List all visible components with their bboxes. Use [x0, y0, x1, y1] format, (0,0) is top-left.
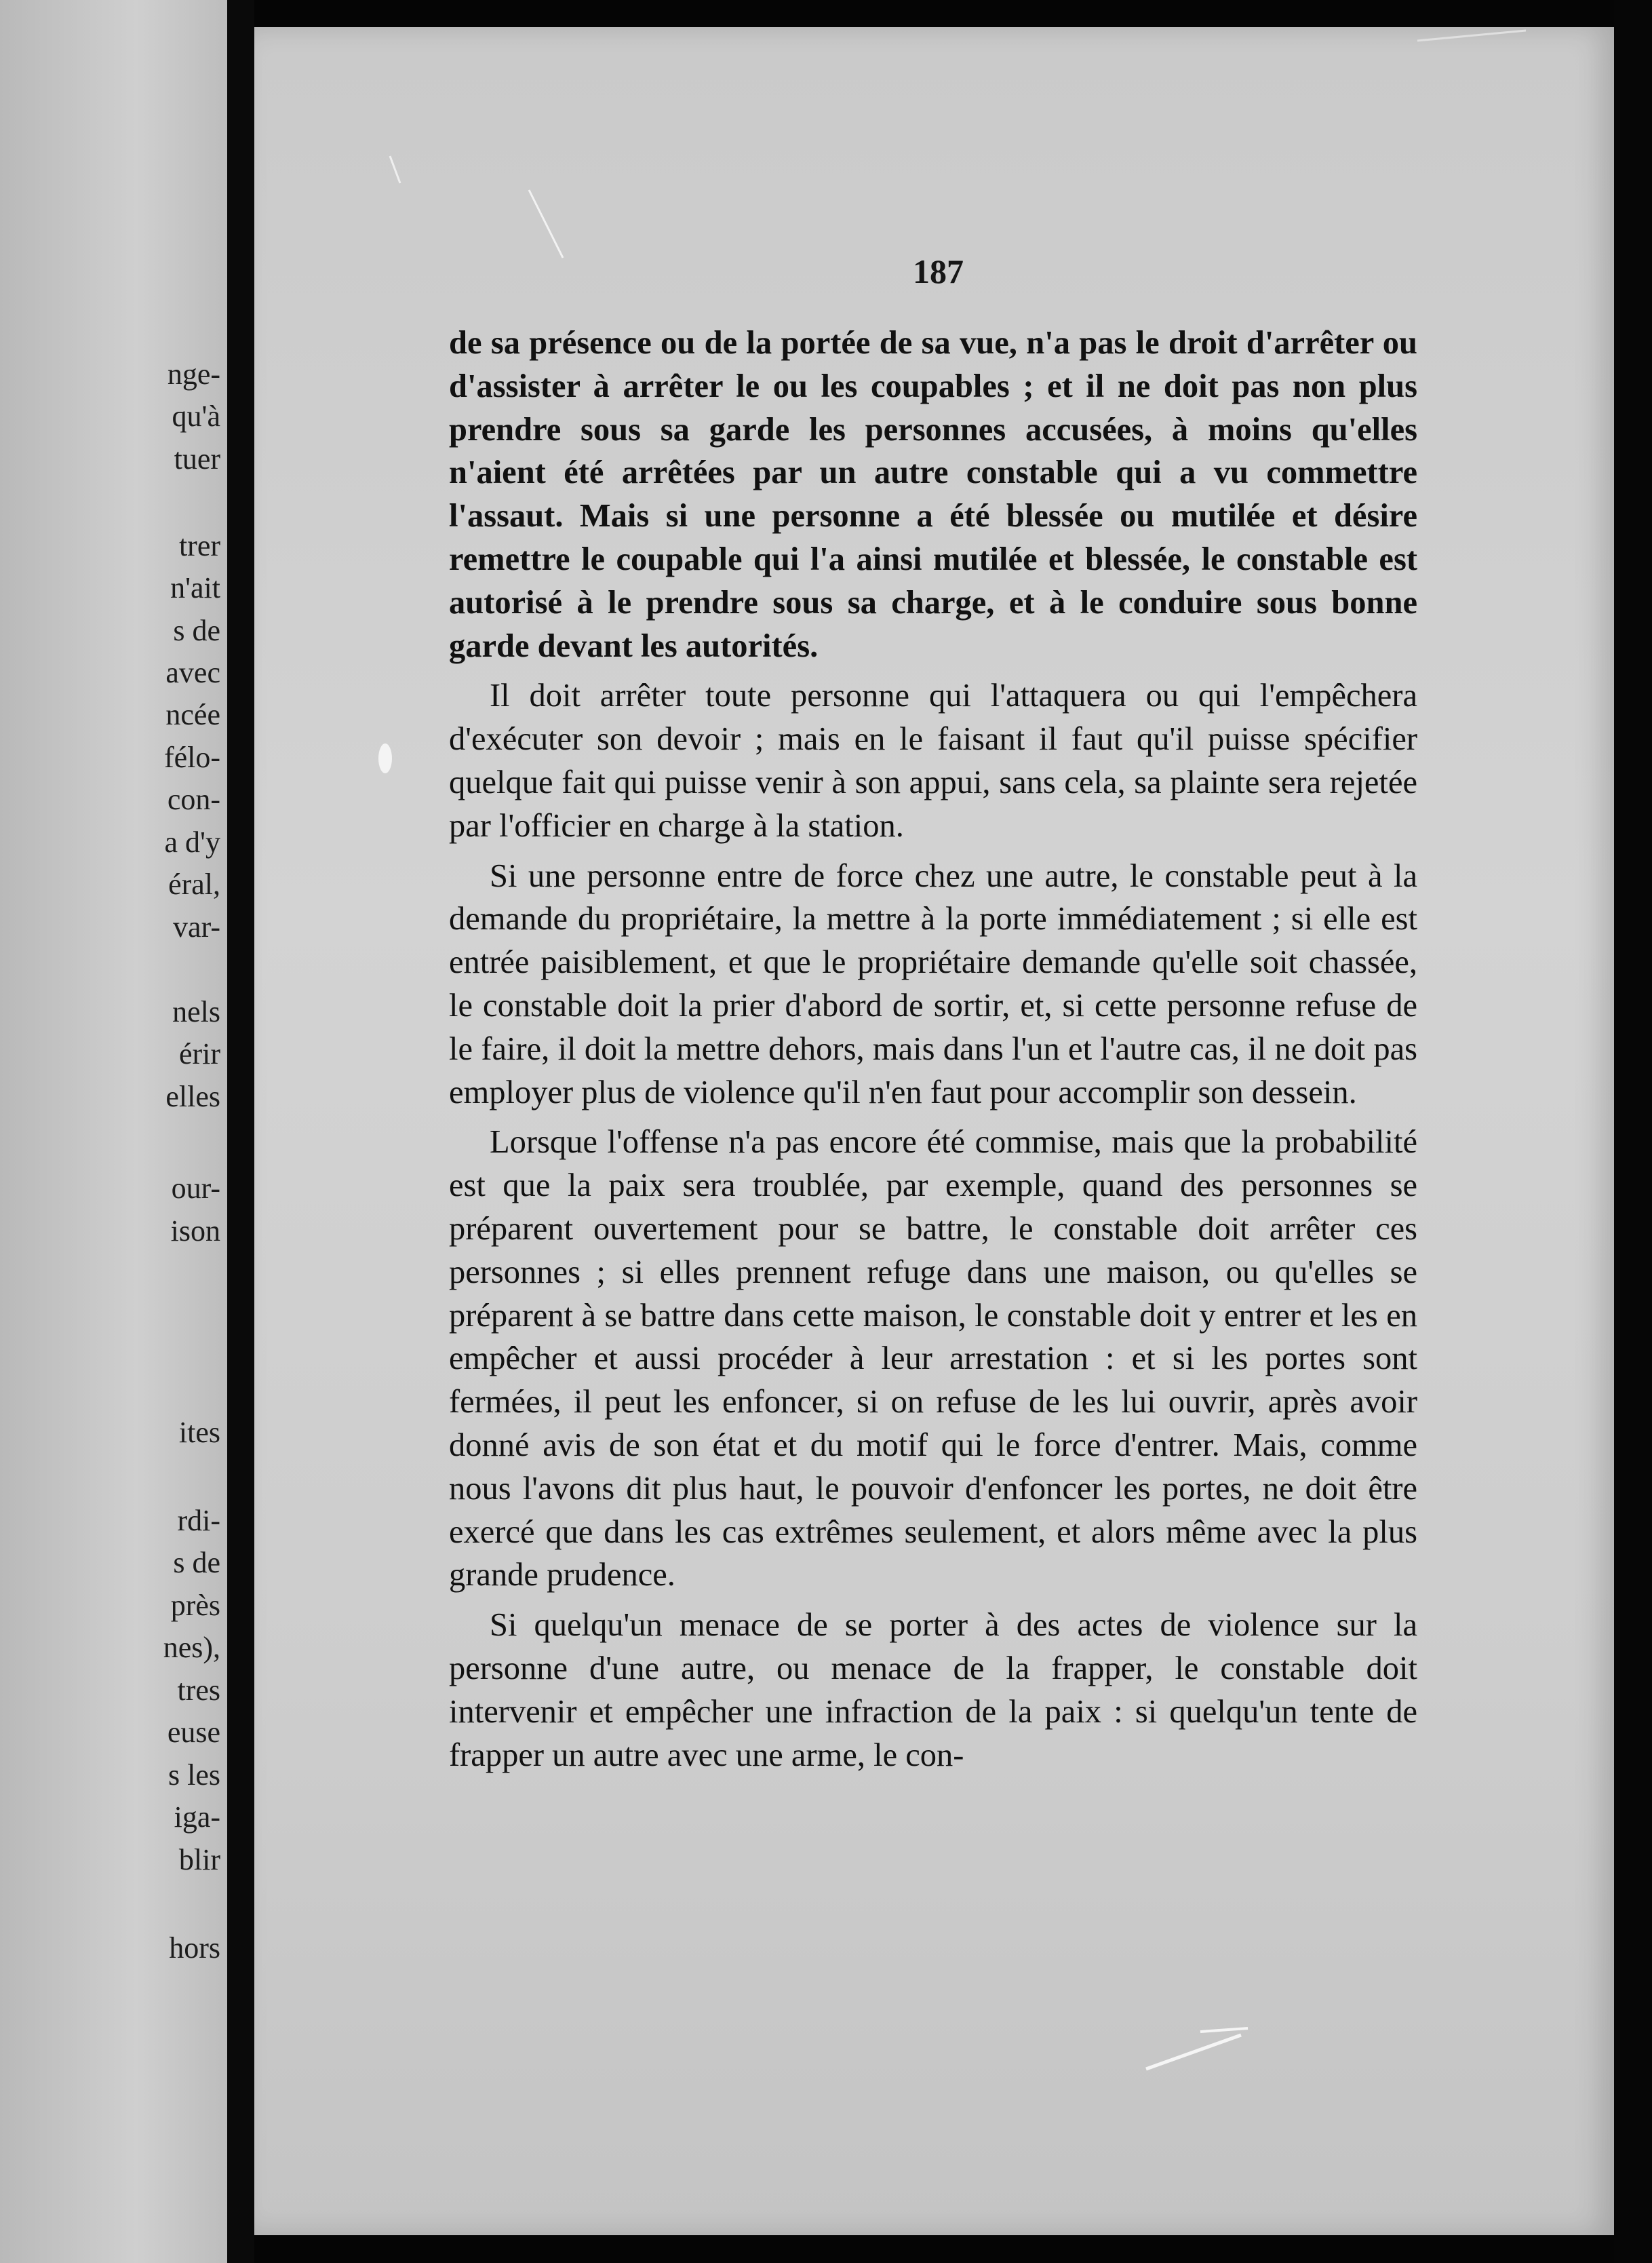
- left-fragment: n'ait: [170, 571, 220, 604]
- left-fragment: hors: [169, 1931, 220, 1965]
- left-fragment: tres: [177, 1674, 220, 1707]
- left-fragment: tuer: [174, 442, 220, 476]
- paragraph: Il doit arrêter toute personne qui l'attaquera ou qui l'empêchera d'exécuter son devoir ; mais en le faisant il faut qu'il puisse spécifier quelque fait qui puisse venir à son appui, sans cela, sa plainte sera rejetée par l'officier en charge à la station.: [449, 678, 1417, 844]
- page-number: 187: [913, 252, 964, 290]
- left-fragment: s de: [173, 1546, 220, 1579]
- left-fragment: var-: [173, 910, 220, 944]
- left-fragment: euse: [167, 1716, 220, 1749]
- left-fragment: qu'à: [172, 400, 220, 433]
- left-fragment: nge-: [167, 357, 220, 391]
- left-fragment: trer: [178, 529, 220, 562]
- left-page-text-fragments: [0, 0, 227, 2263]
- left-fragment: ites: [178, 1416, 220, 1449]
- left-fragment: rdi-: [177, 1504, 220, 1537]
- paragraph: Si quelqu'un menace de se porter à des actes de violence sur la personne d'une autre, ou menace de la frapper, le constable doit intervenir et empêcher une infraction de la paix : si quelqu'un tente de frapper un autre avec une arme, le con-: [449, 1607, 1417, 1773]
- left-fragment: avec: [165, 656, 220, 689]
- left-fragment: ncée: [165, 698, 220, 731]
- right-scan-edge: [1614, 0, 1652, 2263]
- left-fragment: félo-: [163, 741, 220, 774]
- page-gutter: [227, 0, 254, 2263]
- left-fragment: elles: [165, 1080, 220, 1113]
- left-fragment: ison: [170, 1214, 220, 1247]
- left-fragment: nels: [172, 995, 220, 1028]
- left-fragment: près: [170, 1589, 220, 1622]
- left-fragment: con-: [167, 783, 220, 816]
- paragraph: Si une personne entre de force chez une autre, le constable peut à la demande du propriétaire, la mettre à la porte immédiatement ; si elle est entrée paisiblement, et que le propriétaire demande qu'elle soit chassée, le constable doit la prier d'abord de sortir, et, si cette personne refuse de le faire, il doit la mettre dehors, mais dans l'un et l'autre cas, il ne doit pas employer plus de violence qu'il n'en faut pour accomplir son dessein.: [449, 857, 1417, 1110]
- left-fragment: éral,: [168, 868, 220, 901]
- left-fragment: blir: [178, 1843, 220, 1876]
- left-fragment: our-: [171, 1172, 220, 1205]
- left-fragment: érir: [178, 1037, 220, 1070]
- left-fragment: s de: [173, 614, 220, 647]
- left-fragment: s les: [168, 1758, 220, 1792]
- paragraph: Lorsque l'offense n'a pas encore été commise, mais que la probabilité est que la paix sera troublée, par exemple, quand des personnes se préparent ouvertement pour se battre, le constable doit arrêter ces personnes ; si elles prennent refuge dans une maison, ou qu'elles se préparent à se battre dans cette maison, le constable doit y entrer et les en empêcher et aussi procéder à leur arrestation : et si les portes sont fermées, il peut les enfoncer, si on refuse de les lui ouvrir, après avoir donné avis de son état et du motif qui le force d'entrer. Mais, comme nous l'avons dit plus haut, le pouvoir d'enfoncer les portes, ne doit être exercé que dans les cas extrêmes seulement, et alors même avec la plus grande prudence.: [449, 1124, 1417, 1593]
- left-fragment: iga-: [174, 1800, 220, 1834]
- left-fragment: a d'y: [164, 826, 220, 859]
- left-fragment: nes),: [163, 1631, 220, 1664]
- paragraph: de sa présence ou de la portée de sa vue, n'a pas le droit d'arrêter ou d'assister à arrêter le ou les coupables ; et il ne doit pas non plus prendre sous sa garde les personnes accusées, à moins qu'elles n'aient été arrêtées par un autre constable qui a vu commettre l'assaut. Mais si une personne a été blessée ou mutilée et désire remettre le coupable qui l'a ainsi mutilée et blessée, le constable est autorisé à le prendre sous sa charge, et à le conduire sous bonne garde devant les autorités.: [449, 325, 1417, 664]
- body-text: [449, 322, 1417, 1777]
